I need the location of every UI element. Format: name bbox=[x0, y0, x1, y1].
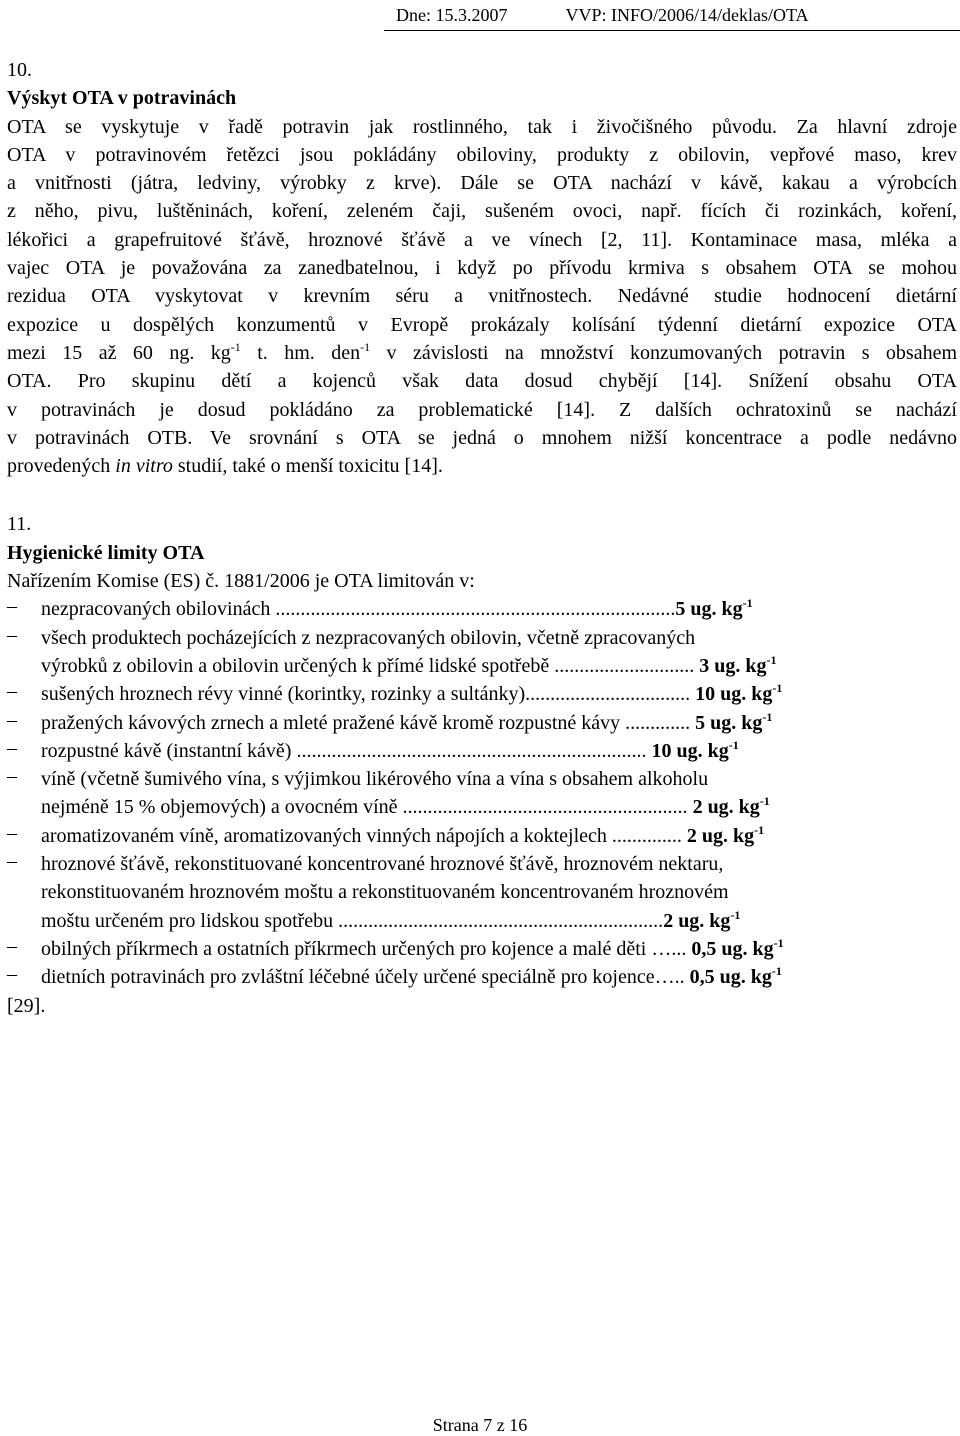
section-gap bbox=[7, 480, 957, 510]
paragraph-line: OTA v potravinovém řetězci jsou pokládány obiloviny, produkty z obilovin, vepřové maso, krev bbox=[7, 143, 957, 166]
limit-list-item bbox=[7, 624, 957, 681]
limit-unit-exponent: -1 bbox=[766, 652, 777, 667]
limit-item-text: rekonstituovaném hroznovém moštu a rekonstituovaném koncentrovaném hroznovém bbox=[41, 881, 729, 904]
paragraph-line: a vnitřnosti (játra, ledviny, výrobky z krve). Dále se OTA nachází v kávě, kakau a výrobcích bbox=[7, 172, 957, 195]
limit-item-text: nejméně 15 % objemových) a ovocném víně ......................................................... 2 ug. $kg^{-1}$ bbox=[41, 794, 770, 819]
limit-value: 0,5 ug. kg bbox=[689, 966, 772, 989]
paragraph-line: expozice u dospělých konzumentů v Evropě prokázaly kolísání týdenní dietární expozice OTA bbox=[7, 313, 957, 336]
paragraph-last-line: provedených in vitro studií, také o menší toxicitu [14]. bbox=[7, 455, 443, 478]
limit-value: 5 ug. kg bbox=[675, 598, 743, 621]
header-date: Dne: 15.3.2007 bbox=[396, 4, 508, 25]
in-vitro-italic: in vitro bbox=[115, 455, 173, 478]
section-10-title: Výskyt OTA v potravinách bbox=[7, 87, 237, 110]
limit-item-text: obilných příkrmech a ostatních příkrmech určených pro kojence a malé děti …... 0,5 ug. $kg^{-1}$ bbox=[41, 935, 784, 960]
section-11-title: Hygienické limity OTA bbox=[7, 541, 205, 564]
paragraph-line: v potravinách OTB. Ve srovnání s OTA se jedná o mnohem nižší koncentrace a podle nedávno bbox=[7, 426, 957, 449]
limit-item-text: nezpracovaných obilovinách ................................................................................5 ug. $kg^{-1}$ bbox=[41, 596, 753, 621]
limit-item-text: víně (včetně šumivého vína, s výjimkou likérového vína a vína s obsahem alkoholu bbox=[41, 768, 709, 791]
paragraph-line: v potravinách je dosud pokládáno za problematické [14]. Z dalších ochratoxinů se nachází bbox=[7, 398, 957, 421]
list-dash: – bbox=[7, 680, 17, 703]
list-dash: – bbox=[7, 934, 17, 957]
page-header bbox=[384, 0, 960, 31]
paragraph-line: OTA. Pro skupinu dětí a kojenců však data dosud chybějí [14]. Snížení obsahu OTA bbox=[7, 370, 957, 393]
list-dash: – bbox=[7, 623, 17, 646]
limit-item-text: výrobků z obilovin a obilovin určených k přímé lidské spotřebě ............................ 3 ug. $kg^{-1}$ bbox=[41, 652, 777, 677]
limit-list-item bbox=[7, 822, 957, 850]
limit-item-text: rozpustné kávě (instantní kávě) ...................................................................... 10 ug. $kg^{-1}$ bbox=[41, 737, 739, 762]
paragraph-line: OTA se vyskytuje v řadě potravin jak rostlinného, tak i živočišného původu. Za hlavní zdroje bbox=[7, 115, 957, 138]
limit-item-text: pražených kávových zrnech a mleté pražené kávě kromě rozpustné kávy ............. 5 ug. $kg^{-1}$ bbox=[41, 709, 773, 734]
limit-item-text: všech produktech pocházejících z nezpracovaných obilovin, včetně zpracovaných bbox=[41, 626, 696, 649]
list-dash: – bbox=[7, 821, 17, 844]
list-dash: – bbox=[7, 708, 17, 731]
limit-list-item bbox=[7, 737, 957, 765]
limit-item-text: hroznové šťávě, rekonstituované koncentrované hroznové šťávě, hroznovém nektaru, bbox=[41, 853, 724, 876]
limit-list-item bbox=[7, 765, 957, 822]
header-reference: VVP: INFO/2006/14/deklas/OTA bbox=[565, 4, 809, 25]
paragraph-line: rezidua OTA vyskytovat v krevním séru a vnitřnostech. Nedávné studie hodnocení dietární bbox=[7, 285, 957, 308]
limit-unit-exponent: -1 bbox=[759, 794, 770, 809]
limit-list-item bbox=[7, 963, 957, 991]
section-10-number: 10. bbox=[7, 59, 32, 81]
limit-unit-exponent: -1 bbox=[773, 935, 784, 950]
limit-unit-exponent: -1 bbox=[772, 681, 783, 696]
document-body bbox=[7, 56, 957, 1020]
limit-unit-exponent: -1 bbox=[762, 709, 773, 724]
limit-item-text: moštu určeném pro lidskou spotřebu .................................................................2 ug. $kg^{-1}$ bbox=[41, 907, 741, 932]
limit-list-item bbox=[7, 850, 957, 935]
limit-value: 5 ug. kg bbox=[695, 711, 763, 734]
limit-list-item bbox=[7, 935, 957, 963]
list-dash: – bbox=[7, 765, 17, 788]
paragraph-line: z něho, pivu, luštěninách, koření, zeleném čaji, sušeném ovoci, např. fících či rozinkách, koření, bbox=[7, 200, 957, 223]
limit-item-text: aromatizovaném víně, aromatizovaných vinných nápojích a koktejlech .............. 2 ug. $kg^{-1}$ bbox=[41, 822, 765, 847]
paragraph-line: vajec OTA je považována za zanedbatelnou, i když po přívodu krmiva s obsahem OTA se mohou bbox=[7, 257, 957, 280]
limit-value: 2 ug. kg bbox=[692, 796, 760, 819]
section-11-number: 11. bbox=[7, 513, 32, 536]
limit-unit-exponent: -1 bbox=[742, 596, 753, 611]
list-dash: – bbox=[7, 963, 17, 986]
limit-item-text: dietních potravinách pro zvláštní léčebné účely určené speciálně pro kojence….. 0,5 ug. $kg^{-1}$ bbox=[41, 964, 782, 989]
limit-value: 2 ug. kg bbox=[686, 824, 755, 847]
paragraph-line: lékořici a grapefruitové šťávě, hroznové šťávě a ve vínech [2, 11]. Kontaminace masa, mléka a bbox=[7, 228, 957, 251]
limit-list-item bbox=[7, 709, 957, 737]
reference-citation: [29]. bbox=[7, 994, 46, 1017]
page-footer: Strana 7 z 16 bbox=[432, 1415, 528, 1435]
limit-list-item bbox=[7, 595, 957, 623]
paragraph-line-units: mezi 15 až 60 ng. $kg^{-1}$ t. hm. den$^{-1}$ v závislosti na množství konzumovaných potravin s obsahem bbox=[7, 339, 957, 364]
limits-list bbox=[7, 595, 957, 991]
limit-item-text: sušených hroznech révy vinné (korintky, rozinky a sultánky)................................. 10 ug. $kg^{-1}$ bbox=[41, 681, 783, 706]
list-dash: – bbox=[7, 736, 17, 759]
limit-unit-exponent: -1 bbox=[754, 822, 765, 837]
section-11-intro: Nařízením Komise (ES) č. 1881/2006 je OTA limitován v: bbox=[7, 570, 475, 593]
limit-unit-exponent: -1 bbox=[728, 737, 739, 752]
limit-value: 3 ug. kg bbox=[699, 654, 767, 677]
limit-unit-exponent: -1 bbox=[771, 964, 782, 979]
list-dash: – bbox=[7, 850, 17, 873]
limit-value: 10 ug. kg bbox=[695, 683, 773, 706]
limit-list-item bbox=[7, 680, 957, 708]
list-dash: – bbox=[7, 595, 17, 618]
limit-value: 0,5 ug. kg bbox=[691, 937, 774, 960]
limit-value: 2 ug. kg bbox=[663, 909, 731, 932]
limit-value: 10 ug. kg bbox=[651, 739, 729, 762]
limit-unit-exponent: -1 bbox=[730, 907, 741, 922]
